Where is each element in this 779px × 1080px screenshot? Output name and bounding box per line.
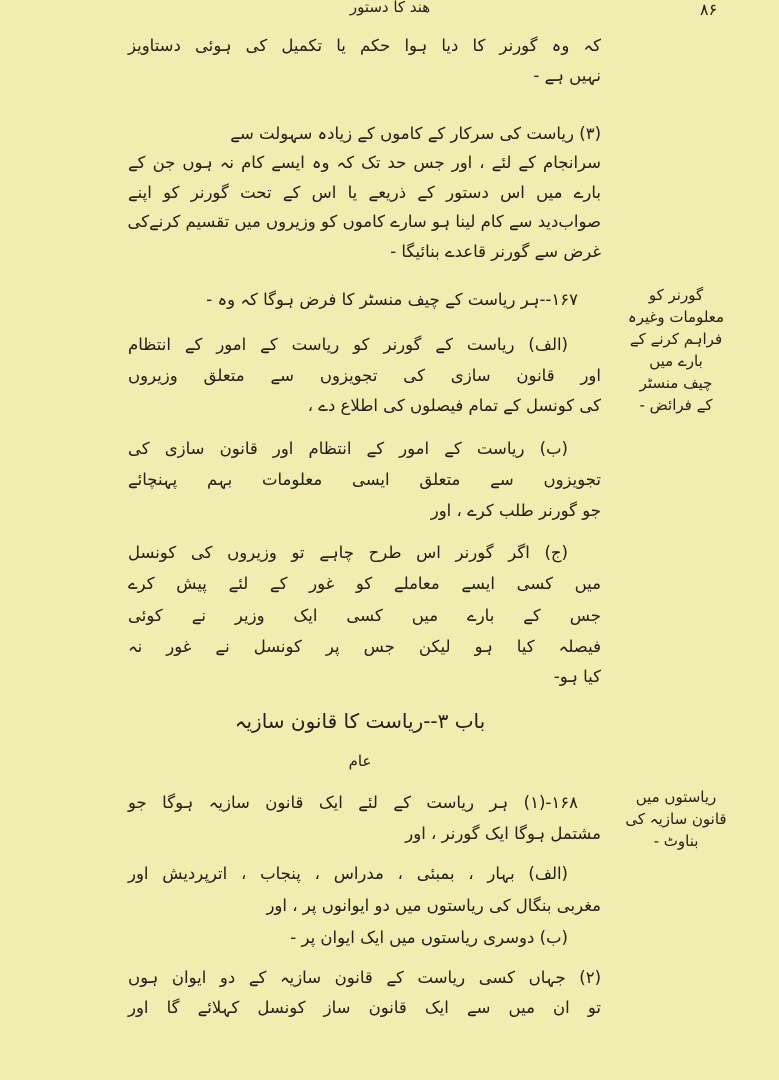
clause-b-line-3: جو گورنر طلب کرے ، اور [430, 501, 601, 520]
clause-c-line-3: جس کے بارے میں کسی ایک وزیر نے کوئی [128, 606, 601, 625]
margin-note-legislature-composition [616, 786, 736, 852]
clause-b-line-2: تجویزوں سے متعلق ایسی معلومات بہم پہنچائے [128, 470, 601, 489]
subsection-2-line-2: تو ان میں سے ایک قانون ساز کونسل کہلائے گا اور [128, 998, 601, 1017]
margin-note-line: فراہم کرنے کے [629, 330, 723, 348]
page-number: ۸۶ [700, 0, 718, 19]
clause-c-line-4: فیصلہ کیا ہو لیکن جس پر کونسل نے غور نہ [128, 637, 601, 656]
body-line-2: نہیں ہے - [533, 66, 601, 85]
margin-note-line: گورنر کو [648, 286, 704, 304]
clause-a-line-2: اور قانون سازی کی تجویزوں سے متعلق وزیروں [128, 366, 601, 385]
margin-note-line: کے فرائض - [639, 396, 713, 414]
clause-168-b: (ب) دوسری ریاستوں میں ایک ایوان پر - [290, 928, 568, 947]
margin-note-governor-information [616, 284, 736, 416]
section-167-opening: ۱۶۷--ہر ریاست کے چیف منسٹر کا فرض ہوگا کہ وہ - [206, 290, 578, 309]
running-header: ھند کا دستور [349, 0, 431, 16]
body-line-3: (۳) ریاست کی سرکار کے کاموں کے زیادہ سہولت سے [230, 124, 601, 143]
margin-note-line: ریاستوں میں [635, 788, 717, 806]
clause-a-line-3: کی کونسل کے تمام فیصلوں کی اطلاع دے ، [307, 396, 601, 415]
clause-c-line-5: کیا ہو- [553, 667, 601, 686]
margin-note-line: بناوٹ - [653, 832, 699, 850]
clause-c-line-2: میں کسی ایسے معاملے کو غور کے لئے پیش کرے [128, 574, 601, 593]
section-168-line-1: ۱۶۸-(۱) ہر ریاست کے لئے ایک قانون سازیہ ہوگا جو [128, 793, 578, 812]
clause-c-line-1: (ج) اگر گورنر اس طرح چاہے تو وزیروں کی کونسل [128, 543, 568, 562]
section-168-line-2: مشتمل ہوگا ایک گورنر ، اور [405, 824, 601, 843]
subsection-2-line-1: (۲) جہاں کسی ریاست کے قانون سازیہ کے دو ایوان ہوں [128, 968, 601, 987]
chapter-heading: باب ۳--ریاست کا قانون سازیہ [234, 709, 486, 733]
clause-168-a-line-2: مغربی بنگال کی ریاستوں میں دو ایوانوں پر ، اور [266, 896, 601, 915]
body-line-4: سرانجام کے لئے ، اور جس حد تک کہ وہ ایسے کام نہ ہوں جن کے [128, 153, 601, 172]
clause-168-a-line-1: (الف) بہار ، بمبئی ، مدراس ، پنجاب ، اترپردیش اور [128, 864, 568, 883]
chapter-subheading: عام [348, 752, 372, 770]
body-line-1: کہ وہ گورنر کا دیا ہوا حکم یا تکمیل کی ہوئی دستاویز [128, 36, 601, 55]
body-line-7: غرض سے گورنر قاعدے بنائیگا - [390, 242, 601, 261]
margin-note-line: بارے میں [649, 352, 703, 370]
clause-b-line-1: (ب) ریاست کے امور کے انتظام اور قانون سازی کی [128, 439, 568, 458]
body-line-5: بارے میں اس دستور کے ذریعے یا اس کے تحت گورنر کو اپنے [128, 183, 601, 202]
margin-note-line: چیف منسٹر [639, 374, 713, 392]
margin-note-line: قانون سازیہ کی [625, 810, 727, 828]
margin-note-line: معلومات وغیرہ [627, 308, 725, 326]
body-line-6: صواب‌دید سے کام لینا ہو سارے کاموں کو وزیروں میں تقسیم کرنےکی [127, 212, 601, 231]
clause-a-line-1: (الف) ریاست کے گورنر کو ریاست کے امور کے انتظام [128, 335, 568, 354]
